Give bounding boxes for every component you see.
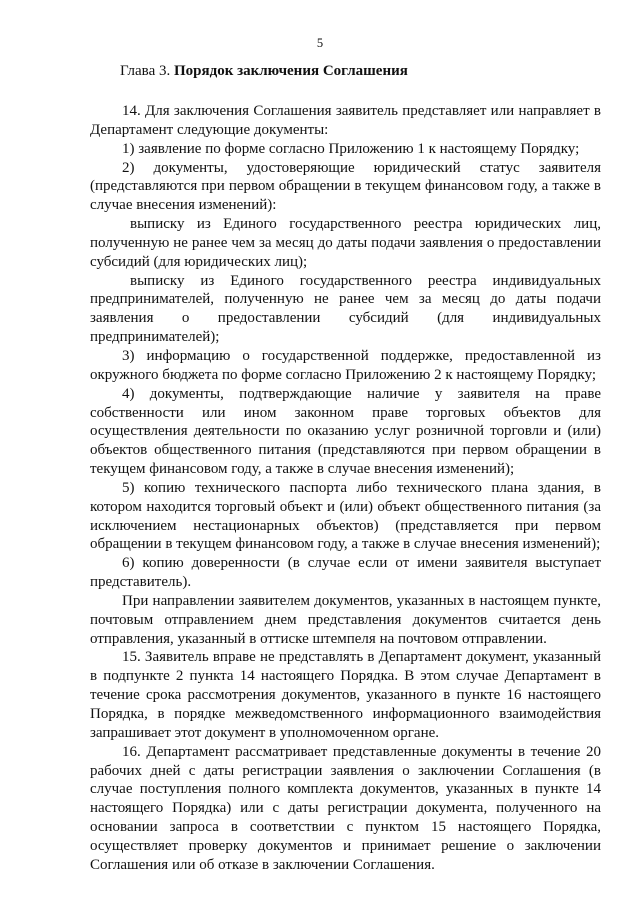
paragraph-16: 16. Департамент рассматривает представленные документы в течение 20 рабочих дней с даты регистрации заявления о заключении Соглашения (в случае поступления полного комплекта документов, указанных в пункте 14 настоящего Порядка) или с даты регистрации документа, полученного на основании запроса в соответствии с пунктом 15 настоящего Порядка, осуществляет проверку документов и принимает решение о заключении Соглашения или об отказе в заключении Соглашения. xyxy=(90,743,601,873)
page-number: 5 xyxy=(316,36,324,50)
item-4-property-documents: 4) документы, подтверждающие наличие у заявителя на праве собственности или ином законном праве торговых объектов для осуществления деятельности по оказанию услуг розничной торговли и (или) объектов общественного питания (представляются при первом обращении в текущем финансовом году, а также в случае внесения изменений); xyxy=(90,385,601,478)
extract-legal-entities: выписку из Единого государственного реестра юридических лиц, полученную не ранее чем за месяц до даты подачи заявления о предоставлении субсидий (для юридических лиц); xyxy=(90,216,601,270)
item-2-legal-status-documents: 2) документы, удостоверяющие юридический статус заявителя (представляются при первом обращении в текущем финансовом году, а также в случае внесения изменений): xyxy=(90,159,601,214)
chapter-title: Порядок заключения Соглашения xyxy=(173,63,408,79)
item-6-power-of-attorney: 6) копию доверенности (в случае если от имени заявителя выступает представитель). xyxy=(90,555,601,591)
paragraph-14: 14. Для заключения Соглашения заявитель представляет или направляет в Департамент следующие документы: xyxy=(90,103,601,138)
item-3-state-support-info: 3) информацию о государственной поддержке, предоставленной из окружного бюджета по форме согласно Приложению 2 к настоящему Порядку; xyxy=(90,347,601,383)
chapter-heading xyxy=(120,63,408,80)
item-5-technical-passport: 5) копию технического паспорта либо технического плана здания, в котором находится торговый объект и (или) объект общественного питания (за исключением нестационарных объектов) (представляется при первом обращении в текущем финансовом году, а также в случае внесения изменений); xyxy=(90,479,601,553)
item-1-application: 1) заявление по форме согласно Приложению 1 к настоящему Порядку; xyxy=(122,140,580,157)
document-body xyxy=(90,102,601,875)
paragraph-15: 15. Заявитель вправе не представлять в Департамент документ, указанный в подпункте 2 пункта 14 настоящего Порядка. В этом случае Департамент в течение срока рассмотрения документов, указанного в пункте 16 настоящего Порядка, в порядке межведомственного информационного взаимодействия запрашивает этот документ в уполномоченном органе. xyxy=(90,649,601,741)
extract-individual-entrepreneurs: выписку из Единого государственного реестра индивидуальных предпринимателей, полученную не ранее чем за месяц до даты подачи заявления о предоставлении субсидий (для индивидуальных предпринимателей); xyxy=(90,272,601,346)
chapter-prefix: Глава 3. xyxy=(120,63,171,79)
postal-submission-paragraph: При направлении заявителем документов, указанных в настоящем пункте, почтовым отправлением днем представления документов считается день отправления, указанный в оттиске штемпеля на почтовом отправлении. xyxy=(90,592,601,647)
